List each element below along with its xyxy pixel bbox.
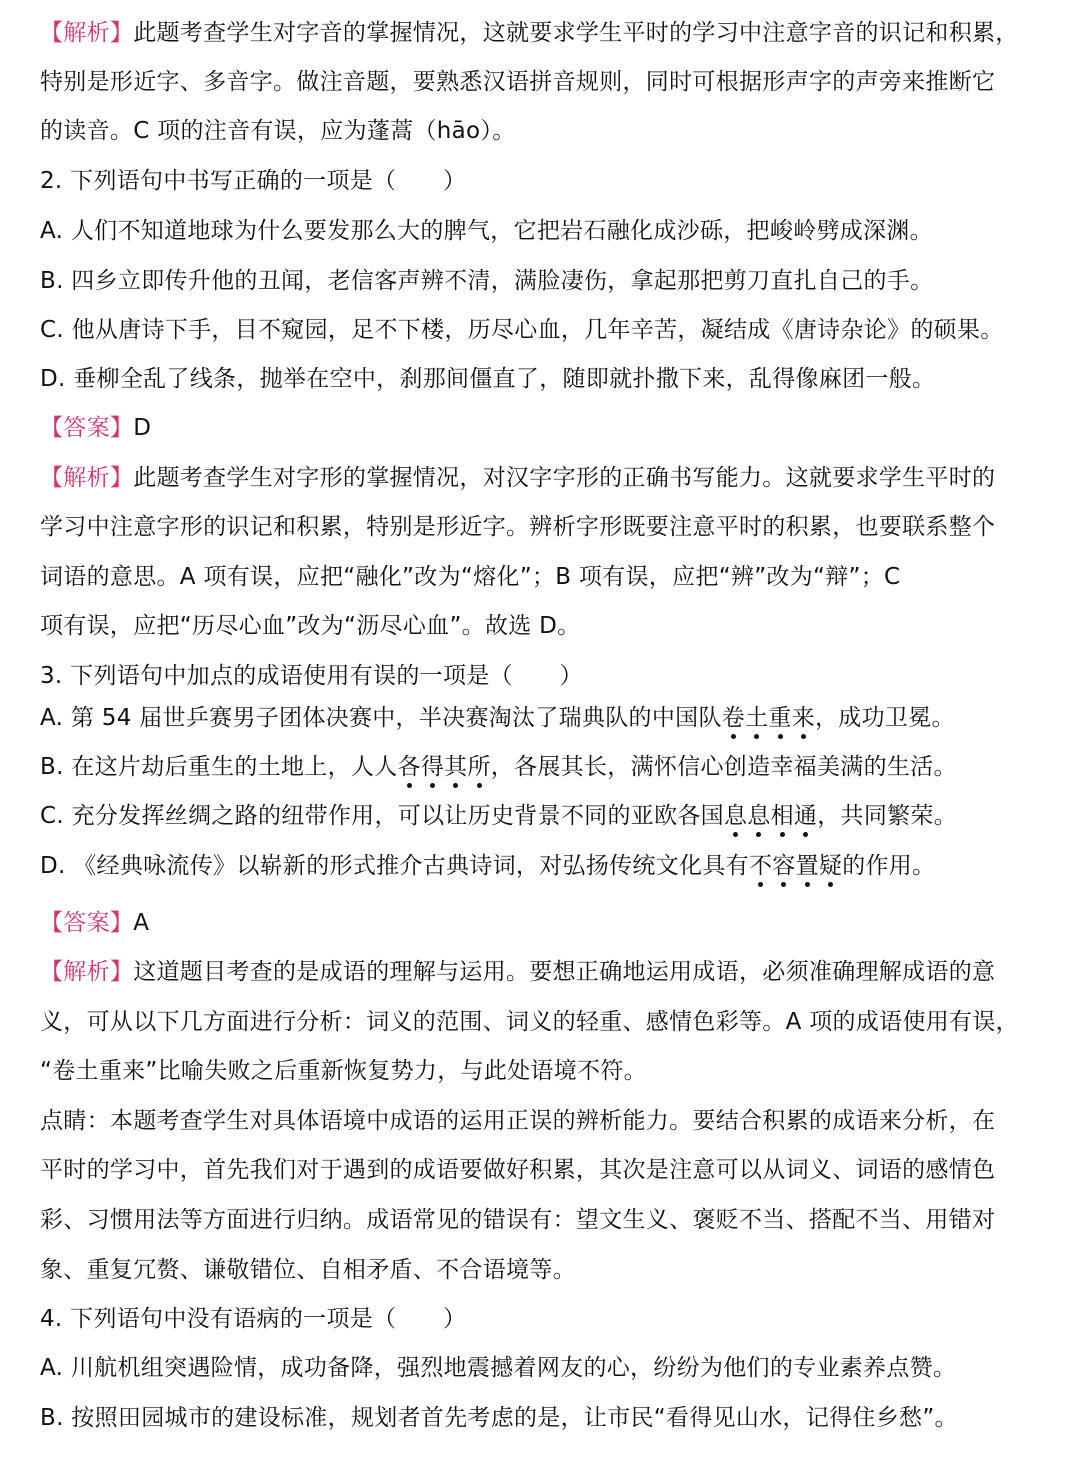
line-text: 此题考查学生对字形的掌握情况，对汉字字形的正确书写能力。这就要求学生平时的 (133, 465, 996, 491)
text-line (40, 1353, 1050, 1383)
emphasis-char: 不 (748, 853, 773, 879)
line-text: ，各展其长，满怀信心创造幸福美满的生活。 (490, 754, 957, 780)
line-text: B. 按照田园城市的建设标准，规划者首先考虑的是，让市民“看得见山水，记得住乡愁”。 (40, 1405, 958, 1431)
section-tag: 【答案】 (40, 415, 134, 441)
line-text: ，共同繁荣。 (817, 803, 958, 829)
line-text: 词语的意思。A 项有误，应把“融化”改为“熔化”；B 项有误，应把“辨”改为“辩”；C (40, 564, 901, 590)
dotted-idiom (398, 754, 491, 780)
text-line (40, 801, 1050, 831)
text-line (40, 364, 1050, 394)
text-line (40, 562, 1050, 592)
text-line (40, 1106, 1050, 1136)
line-text: 的作用。 (842, 853, 936, 879)
line-text: A. 第 54 届世乒赛男子团体决赛中，半决赛淘汰了瑞典队的中国队 (40, 705, 722, 731)
line-text: B. 在这片劫后重生的土地上，人人 (40, 754, 398, 780)
dotted-idiom (722, 705, 815, 731)
emphasis-char: 得 (420, 754, 445, 780)
line-text: ，成功卫冕。 (815, 705, 955, 731)
text-line (40, 611, 1050, 641)
text-line (40, 315, 1050, 345)
line-text: 的读音。C 项的注音有误，应为蓬蒿（hāo）。 (40, 118, 516, 144)
text-line (40, 1056, 1050, 1086)
text-line (40, 413, 1050, 443)
text-line (40, 116, 1050, 146)
emphasis-char: 土 (745, 705, 769, 731)
emphasis-char: 重 (768, 705, 792, 731)
emphasis-char: 息 (747, 803, 771, 829)
text-line (40, 216, 1050, 246)
text-line (40, 1255, 1050, 1285)
line-text: 象、重复冗赘、谦敬错位、自相矛盾、不合语境等。 (40, 1257, 576, 1283)
line-text: “卷土重来”比喻失败之后重新恢复势力，与此处语境不符。 (40, 1058, 647, 1084)
emphasis-char: 相 (770, 803, 794, 829)
text-line (40, 1155, 1050, 1185)
line-text: 平时的学习中，首先我们对于遇到的成语要做好积累，其次是注意可以从词义、词语的感情色 (40, 1157, 996, 1183)
text-line (40, 661, 1050, 691)
emphasis-char: 息 (723, 803, 748, 829)
text-line (40, 957, 1050, 987)
text-line (40, 1304, 1050, 1334)
section-tag: 【解析】 (40, 20, 134, 46)
emphasis-char: 卷 (721, 705, 746, 731)
text-line (40, 851, 1050, 881)
line-text: 此题考查学生对字音的掌握情况，这就要求学生平时的学习中注意字音的识记和积累， (133, 20, 1019, 46)
line-text: A. 人们不知道地球为什么要发那么大的脾气，它把岩石融化成沙砾，把峻岭劈成深渊。 (40, 218, 933, 244)
dotted-idiom (724, 803, 817, 829)
line-text: C. 他从唐诗下手，目不窥园，足不下楼，历尽心血，几年辛苦，凝结成《唐诗杂论》的硕果。 (40, 317, 1004, 343)
line-text: 2. 下列语句中书写正确的一项是（ ） (40, 168, 467, 194)
line-text: 学习中注意字形的识记和积累，特别是形近字。辨析字形既要注意平时的积累，也要联系整个 (40, 514, 996, 540)
line-text: 4. 下列语句中没有语病的一项是（ ） (40, 1306, 467, 1332)
line-text: D (133, 415, 152, 441)
text-line (40, 512, 1050, 542)
text-line (40, 703, 1050, 733)
line-text: A. 川航机组突遇险情，成功备降，强烈地震撼着网友的心，纷纷为他们的专业素养点赞。 (40, 1355, 957, 1381)
line-text: 这道题目考查的是成语的理解与运用。要想正确地运用成语，必须准确理解成语的意 (133, 959, 996, 985)
line-text: 3. 下列语句中加点的成语使用有误的一项是（ ） (40, 663, 583, 689)
emphasis-char: 通 (793, 803, 818, 829)
line-text: A (133, 910, 150, 936)
text-line (40, 908, 1050, 938)
text-line (40, 752, 1050, 782)
section-tag: 【解析】 (40, 959, 134, 985)
text-line (40, 166, 1050, 196)
line-text: 点睛：本题考查学生对具体语境中成语的运用正误的辨析能力。要结合积累的成语来分析，在 (40, 1108, 996, 1134)
line-text: 彩、习惯用法等方面进行归纳。成语常见的错误有：望文生义、褒贬不当、搭配不当、用错对 (40, 1207, 996, 1233)
emphasis-char: 各 (397, 754, 421, 780)
dotted-idiom (749, 853, 842, 879)
line-text: B. 四乡立即传升他的丑闻，老信客声辨不清，满脸凄伤，拿起那把剪刀直扎自己的手。 (40, 268, 934, 294)
section-tag: 【解析】 (40, 465, 134, 491)
text-line (40, 18, 1050, 48)
text-line (40, 266, 1050, 296)
emphasis-char: 其 (444, 754, 468, 780)
emphasis-char: 疑 (818, 853, 843, 879)
line-text: D. 《经典咏流传》以崭新的形式推介古典诗词，对弘扬传统文化具有 (40, 853, 749, 879)
emphasis-char: 容 (772, 853, 796, 879)
line-text: D. 垂柳全乱了线条，抛举在空中，刹那间僵直了，随即就扑撒下来，乱得像麻团一般。 (40, 366, 936, 392)
line-text: 特别是形近字、多音字。做注音题，要熟悉汉语拼音规则，同时可根据形声字的声旁来推断它 (40, 69, 996, 95)
emphasis-char: 置 (795, 853, 819, 879)
text-line (40, 1403, 1050, 1433)
text-line (40, 67, 1050, 97)
text-line (40, 463, 1050, 493)
text-line (40, 1007, 1050, 1037)
section-tag: 【答案】 (40, 910, 134, 936)
text-line (40, 1205, 1050, 1235)
emphasis-char: 来 (791, 705, 815, 731)
emphasis-char: 所 (467, 754, 491, 780)
line-text: 义，可从以下几方面进行分析：词义的范围、词义的轻重、感情色彩等。A 项的成语使用有误， (40, 1009, 1019, 1035)
line-text: 项有误，应把“历尽心血”改为“沥尽心血”。故选 D。 (40, 613, 581, 639)
line-text: C. 充分发挥丝绸之路的纽带作用，可以让历史背景不同的亚欧各国 (40, 803, 724, 829)
